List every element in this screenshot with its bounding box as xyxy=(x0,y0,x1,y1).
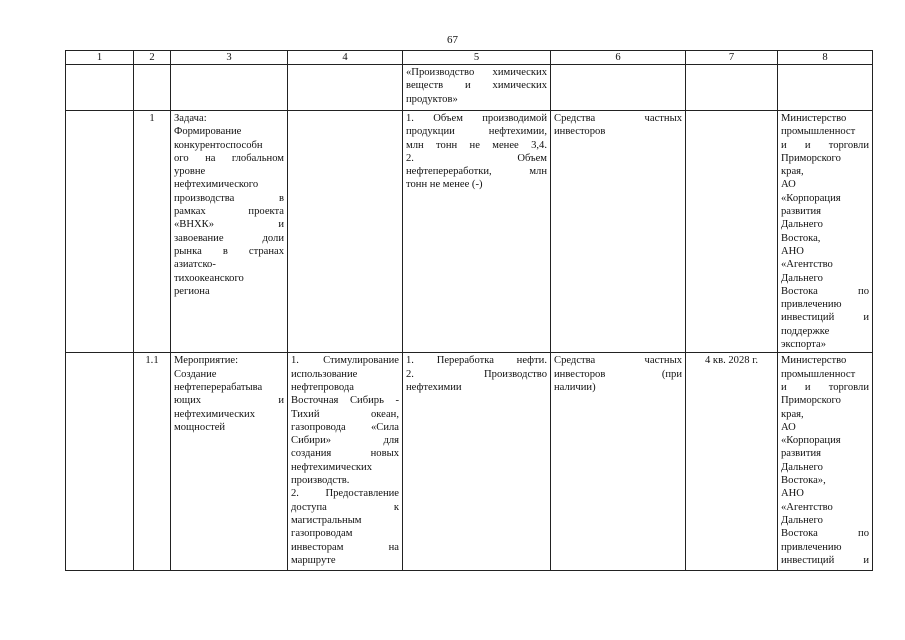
cell-text-line: промышленност xyxy=(781,126,856,138)
cell-text-line: Востока», xyxy=(781,475,826,487)
cell-text-line: экспорта» xyxy=(781,339,827,351)
cell-text-line: уровне xyxy=(174,166,206,178)
deadline: 4 кв. 2028 г. xyxy=(704,355,759,367)
cell-col-6 xyxy=(551,65,686,111)
header-cell: 4 xyxy=(288,51,403,65)
cell-text-line: азиатско- xyxy=(174,259,216,271)
cell-text-line: завоевание доли xyxy=(174,232,284,244)
cell-text-line: нефтехимических xyxy=(174,408,256,420)
cell-col-3 xyxy=(171,111,288,353)
cell-text-line: веществ и химических xyxy=(406,80,547,92)
cell-text-line: нефтепровода xyxy=(291,381,354,393)
cell-text-line: АНО xyxy=(781,245,804,257)
cell-text-line: инвестиций и xyxy=(781,554,869,566)
cell-col-7 xyxy=(686,111,778,353)
cell-text-line: «Производство химических xyxy=(406,67,547,78)
cell-text-line: газопроводам xyxy=(291,528,353,540)
cell-col-3 xyxy=(171,65,288,111)
header-cell: 1 xyxy=(66,51,134,65)
cell-text-line: нефтепереработки, млн xyxy=(406,166,547,178)
cell-text-line: продукции нефтехимии, xyxy=(406,126,547,138)
table-row xyxy=(66,111,873,353)
cell-text-line: тихоокеанского xyxy=(174,272,244,284)
cell-col-8 xyxy=(778,65,873,111)
cell-text-line: конкурентоспособн xyxy=(174,139,263,151)
header-cell: 3 xyxy=(171,51,288,65)
cell-text-line: создания новых xyxy=(291,448,399,460)
cell-col-4 xyxy=(288,353,403,571)
cell-text-line: «Агентство xyxy=(781,259,833,271)
cell-text-line: АНО xyxy=(781,488,804,500)
cell-text-line: инвесторов xyxy=(554,126,606,138)
cell-text-line: нефтехимического xyxy=(174,179,259,191)
cell-text-line: 2. Предоставление xyxy=(291,488,399,500)
cell-text-line: Министерство xyxy=(781,355,847,367)
cell-text-line: Приморского xyxy=(781,395,841,407)
cell-text-line: 1. Стимулирование xyxy=(291,355,399,367)
cell-text-line: развития xyxy=(781,448,822,460)
cell-text-line: использование xyxy=(291,368,358,380)
cell-col-2 xyxy=(134,353,171,571)
cell-text-line: Дальнего xyxy=(781,272,823,284)
cell-text-line: тонн не менее (-) xyxy=(406,179,483,191)
header-row xyxy=(66,51,873,65)
cell-text-line: «Корпорация xyxy=(781,435,841,447)
cell-text-line: Востока по xyxy=(781,528,869,540)
cell-text-line: АО xyxy=(781,421,796,433)
cell-text-line: «ВНХК» и xyxy=(174,219,284,231)
cell-text-line: производств. xyxy=(291,475,350,487)
cell-text-line: региона xyxy=(174,285,210,297)
cell-text-line: Создание xyxy=(174,368,217,380)
cell-col-3 xyxy=(171,353,288,571)
cell-text-line: Средства частных xyxy=(554,355,682,367)
cell-text-line: нефтехимии xyxy=(406,381,462,393)
header-cell: 5 xyxy=(403,51,551,65)
cell-text-line: Тихий океан, xyxy=(291,408,399,420)
cell-text-line: магистральным xyxy=(291,514,362,526)
cell-text-line: и и торговли xyxy=(781,139,869,151)
cell-col-5 xyxy=(403,65,551,111)
cell-text-line: края, xyxy=(781,166,804,178)
cell-text-line: Дальнего xyxy=(781,514,823,526)
cell-text-line: Задача: xyxy=(174,113,207,124)
cell-text-line: нефтеперерабатыва xyxy=(174,381,263,393)
cell-text-line: 2. Объем xyxy=(406,152,547,164)
cell-text-line: Сибири» для xyxy=(291,435,399,447)
cell-text-line: «Агентство xyxy=(781,501,833,513)
cell-text-line: развития xyxy=(781,206,822,218)
cell-text-line: Средства частных xyxy=(554,113,682,124)
cell-text-line: края, xyxy=(781,408,804,420)
cell-text-line: млн тонн не менее 3,4. xyxy=(406,139,547,151)
cell-text-line: инвестиций и xyxy=(781,312,869,324)
cell-col-6 xyxy=(551,111,686,353)
cell-text-line: Дальнего xyxy=(781,461,823,473)
cell-text-line: промышленност xyxy=(781,368,856,380)
cell-col-4 xyxy=(288,111,403,353)
cell-text-line: Востока по xyxy=(781,285,869,297)
cell-col-8 xyxy=(778,111,873,353)
cell-col-5 xyxy=(403,111,551,353)
cell-text-line: Приморского xyxy=(781,152,841,164)
cell-text-line: Дальнего xyxy=(781,219,823,231)
cell-text-line: поддержке xyxy=(781,325,830,337)
cell-text-line: инвесторов (при xyxy=(554,368,682,380)
cell-text-line: доступа к xyxy=(291,501,399,513)
cell-text-line: АО xyxy=(781,179,796,191)
cell-col-7 xyxy=(686,65,778,111)
header-cell: 2 xyxy=(134,51,171,65)
cell-text-line: 2. Производство xyxy=(406,368,547,380)
cell-col-4 xyxy=(288,65,403,111)
cell-col-1 xyxy=(66,353,134,571)
cell-text-line: инвесторам на xyxy=(291,541,399,553)
cell-text-line: рынка в странах xyxy=(174,245,284,257)
cell-text-line: производства в xyxy=(174,192,284,204)
cell-text-line: Формирование xyxy=(174,126,242,138)
cell-col-6 xyxy=(551,353,686,571)
cell-text-line: «Корпорация xyxy=(781,192,841,204)
cell-col-5 xyxy=(403,353,551,571)
table-row xyxy=(66,353,873,571)
cell-text-line: ого на глобальном xyxy=(174,152,284,164)
cell-text-line: 1. Объем производимой xyxy=(406,113,547,124)
page-number: 67 xyxy=(447,34,458,46)
cell-text-line: ющих и xyxy=(174,395,284,407)
cell-text-line: 1. Переработка нефти. xyxy=(406,355,547,367)
table-row xyxy=(66,65,873,111)
cell-text-line: наличии) xyxy=(554,381,596,393)
header-cell: 7 xyxy=(686,51,778,65)
cell-col-2 xyxy=(134,111,171,353)
cell-text-line: нефтехимических xyxy=(291,461,373,473)
cell-text-line: Востока, xyxy=(781,232,821,244)
cell-col-1 xyxy=(66,111,134,353)
cell-col-7 xyxy=(686,353,778,571)
cell-text-line: газопровода «Сила xyxy=(291,421,399,433)
header-cell: 8 xyxy=(778,51,873,65)
program-table xyxy=(65,50,873,571)
cell-text-line: Восточная Сибирь - xyxy=(291,395,399,407)
cell-text-line: Мероприятие: xyxy=(174,355,239,367)
cell-text-line: мощностей xyxy=(174,421,226,433)
cell-col-8 xyxy=(778,353,873,571)
cell-text-line: продуктов» xyxy=(406,93,458,105)
cell-col-2 xyxy=(134,65,171,111)
row-number: 1 xyxy=(149,113,155,124)
cell-text-line: и и торговли xyxy=(781,381,869,393)
header-cell: 6 xyxy=(551,51,686,65)
cell-text-line: Министерство xyxy=(781,113,847,124)
cell-col-1 xyxy=(66,65,134,111)
cell-text-line: привлечению xyxy=(781,541,842,553)
cell-text-line: маршруте xyxy=(291,554,336,566)
row-number: 1.1 xyxy=(145,355,159,367)
cell-text-line: рамках проекта xyxy=(174,206,284,218)
cell-text-line: привлечению xyxy=(781,299,842,311)
